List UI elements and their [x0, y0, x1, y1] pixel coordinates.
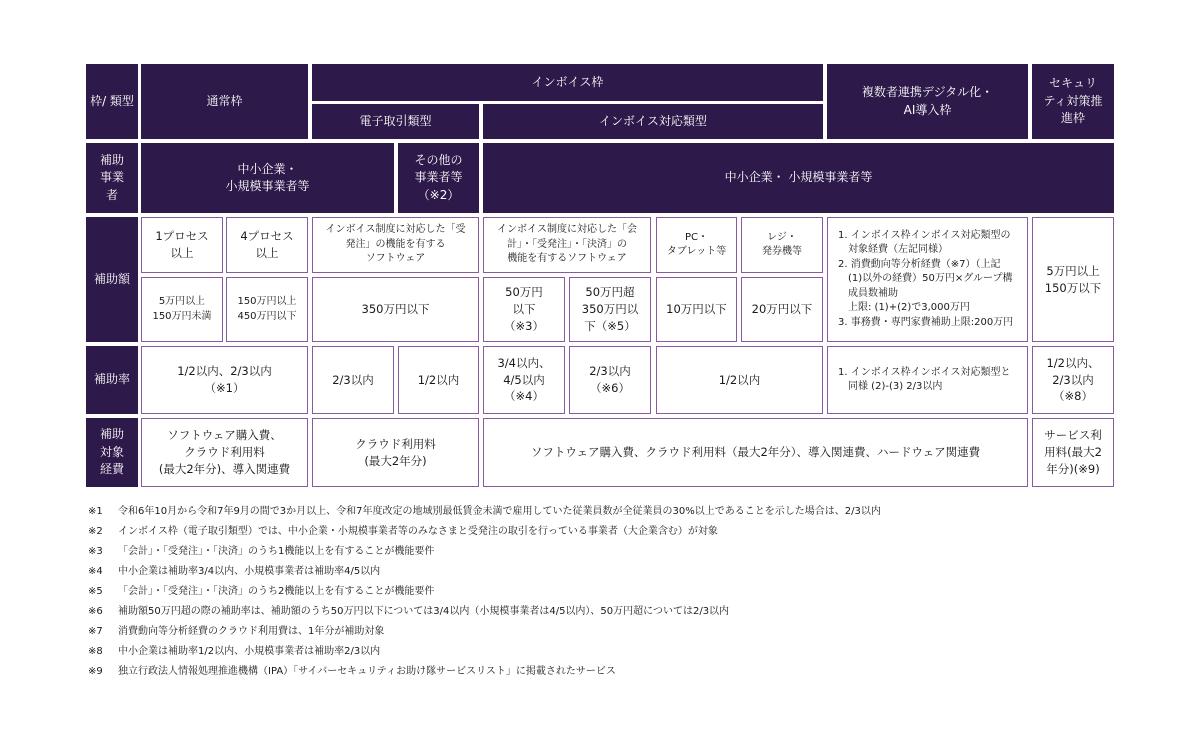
security-amount: 5万円以上 150万以下 [1032, 217, 1114, 342]
pc-tablet-cell: PC・ タブレット等 [656, 217, 737, 273]
footnote-number: ※5 [88, 586, 103, 597]
process4-cell: 4プロセス 以上 [226, 217, 308, 273]
fukusu-header: 複数者連携デジタル化・ AI導入枠 [827, 64, 1028, 139]
denshi-header: 電子取引類型 [312, 104, 479, 139]
fukusu-rate: 1. インボイス枠インボイス対応類型と 同様 (2)-(3) 2/3以内 [827, 346, 1028, 414]
wide-expense: ソフトウェア購入費、クラウド利用料（最大2年分）、導入関連費、ハードウェア関連費 [483, 418, 1028, 487]
footnote-text: 消費動向等分析経費のクラウド利用費は、1年分が補助対象 [118, 626, 385, 637]
process1-amount: 5万円以上 150万円未満 [141, 277, 223, 342]
footnote [88, 642, 1148, 662]
footnote-number: ※7 [88, 626, 103, 637]
fukusu-amount-desc: 1. インボイス枠インボイス対応類型の 対象経費（左記同様） 2. 消費動向等分析経費（※7）（上記 (1)以外の経費）50万円×グループ構 成員数補助 上限: (1)+(2)で3,000万円 3. 事務費・専門家費補助上限:200万円 [827, 217, 1028, 342]
footnote-number: ※8 [88, 646, 103, 657]
invoice-software-desc: インボイス制度に対応した「会 計」・「受発注」・「決済」の 機能を有するソフトウェア [483, 217, 651, 273]
footnote-text: 補助額50万円超の際の補助率は、補助額のうち50万円以下については3/4以内（小規模事業者は4/5以内）、50万円超については2/3以内 [118, 606, 730, 617]
process1-cell: 1プロセス 以上 [141, 217, 223, 273]
footnote [88, 542, 1148, 562]
footnote [88, 562, 1148, 582]
invoice-rate-2: 2/3以内 （※6） [569, 346, 651, 414]
hardware-rate: 1/2以内 [656, 346, 823, 414]
corner-header: 枠/ 類型 [86, 64, 138, 139]
security-expense: サービス利 用料(最大2 年分)(※9) [1032, 418, 1114, 487]
ritsu-label: 補助率 [86, 346, 138, 414]
pc-amount: 10万円以下 [656, 277, 737, 342]
jigyosha-sonota: その他の 事業者等 （※2） [398, 143, 479, 213]
denshi-expense: クラウド利用料 (最大2年分) [312, 418, 479, 487]
footnote [88, 502, 1148, 522]
invoice-taio-header: インボイス対応類型 [483, 104, 823, 139]
footnote-text: 「会計」・「受発注」・「決済」のうち2機能以上を有することが機能要件 [118, 586, 435, 597]
footnote-text: 令和6年10月から令和7年9月の間で3か月以上、令和7年度改定の地域別最低賃金未満で雇用していた従業員数が全従業員の30%以上であることを示した場合は、2/3以内 [118, 506, 881, 517]
process4-amount: 150万円以上 450万円以下 [226, 277, 308, 342]
footnote-number: ※2 [88, 526, 103, 537]
footnote [88, 622, 1148, 642]
invoice-amount-1: 50万円 以下 （※3） [483, 277, 565, 342]
footnote [88, 662, 1148, 682]
jigyosha-chusho-wide: 中小企業・ 小規模事業者等 [483, 143, 1114, 213]
invoice-header: インボイス枠 [312, 64, 823, 101]
footnote-number: ※1 [88, 506, 103, 517]
gaku-label: 補助額 [86, 217, 138, 342]
footnote-number: ※6 [88, 606, 103, 617]
denshi-amount: 350万円以下 [312, 277, 479, 342]
security-rate: 1/2以内、 2/3以内 （※8） [1032, 346, 1114, 414]
footnote [88, 522, 1148, 542]
footnote-number: ※9 [88, 666, 103, 677]
jigyosha-chusho: 中小企業・ 小規模事業者等 [141, 143, 394, 213]
footnotes [88, 502, 1148, 682]
tsujo-rate: 1/2以内、2/3以内 （※1） [141, 346, 308, 414]
register-cell: レジ・ 発券機等 [741, 217, 823, 273]
denshi-rate-1: 2/3以内 [312, 346, 394, 414]
keihi-label: 補助 対象 経費 [86, 418, 138, 487]
footnote-text: 独立行政法人情報処理推進機構（IPA）「サイバーセキュリティお助け隊サービスリスト」に掲載されたサービス [118, 666, 616, 677]
footnote [88, 602, 1148, 622]
footnote [88, 582, 1148, 602]
invoice-rate-1: 3/4以内、 4/5以内 （※4） [483, 346, 565, 414]
footnote-number: ※3 [88, 546, 103, 557]
denshi-rate-2: 1/2以内 [398, 346, 479, 414]
tsujo-expense: ソフトウェア購入費、 クラウド利用料 (最大2年分)、導入関連費 [141, 418, 308, 487]
footnote-text: 「会計」・「受発注」・「決済」のうち1機能以上を有することが機能要件 [118, 546, 435, 557]
footnote-text: インボイス枠（電子取引類型）では、中小企業・小規模事業者等のみなさまと受発注の取引を行っている事業者（大企業含む）が対象 [118, 526, 718, 537]
tsujo-header: 通常枠 [141, 64, 308, 139]
denshi-software-desc: インボイス制度に対応した「受 発注」の機能を有する ソフトウェア [312, 217, 479, 273]
register-amount: 20万円以下 [741, 277, 823, 342]
footnote-text: 中小企業は補助率3/4以内、小規模事業者は補助率4/5以内 [118, 566, 381, 577]
footnote-text: 中小企業は補助率1/2以内、小規模事業者は補助率2/3以内 [118, 646, 381, 657]
footnote-number: ※4 [88, 566, 103, 577]
security-header: セキュリ ティ対策推 進枠 [1032, 64, 1114, 139]
jigyosha-label: 補助 事業 者 [86, 143, 138, 213]
invoice-amount-2: 50万円超 350万円以 下（※5） [569, 277, 651, 342]
